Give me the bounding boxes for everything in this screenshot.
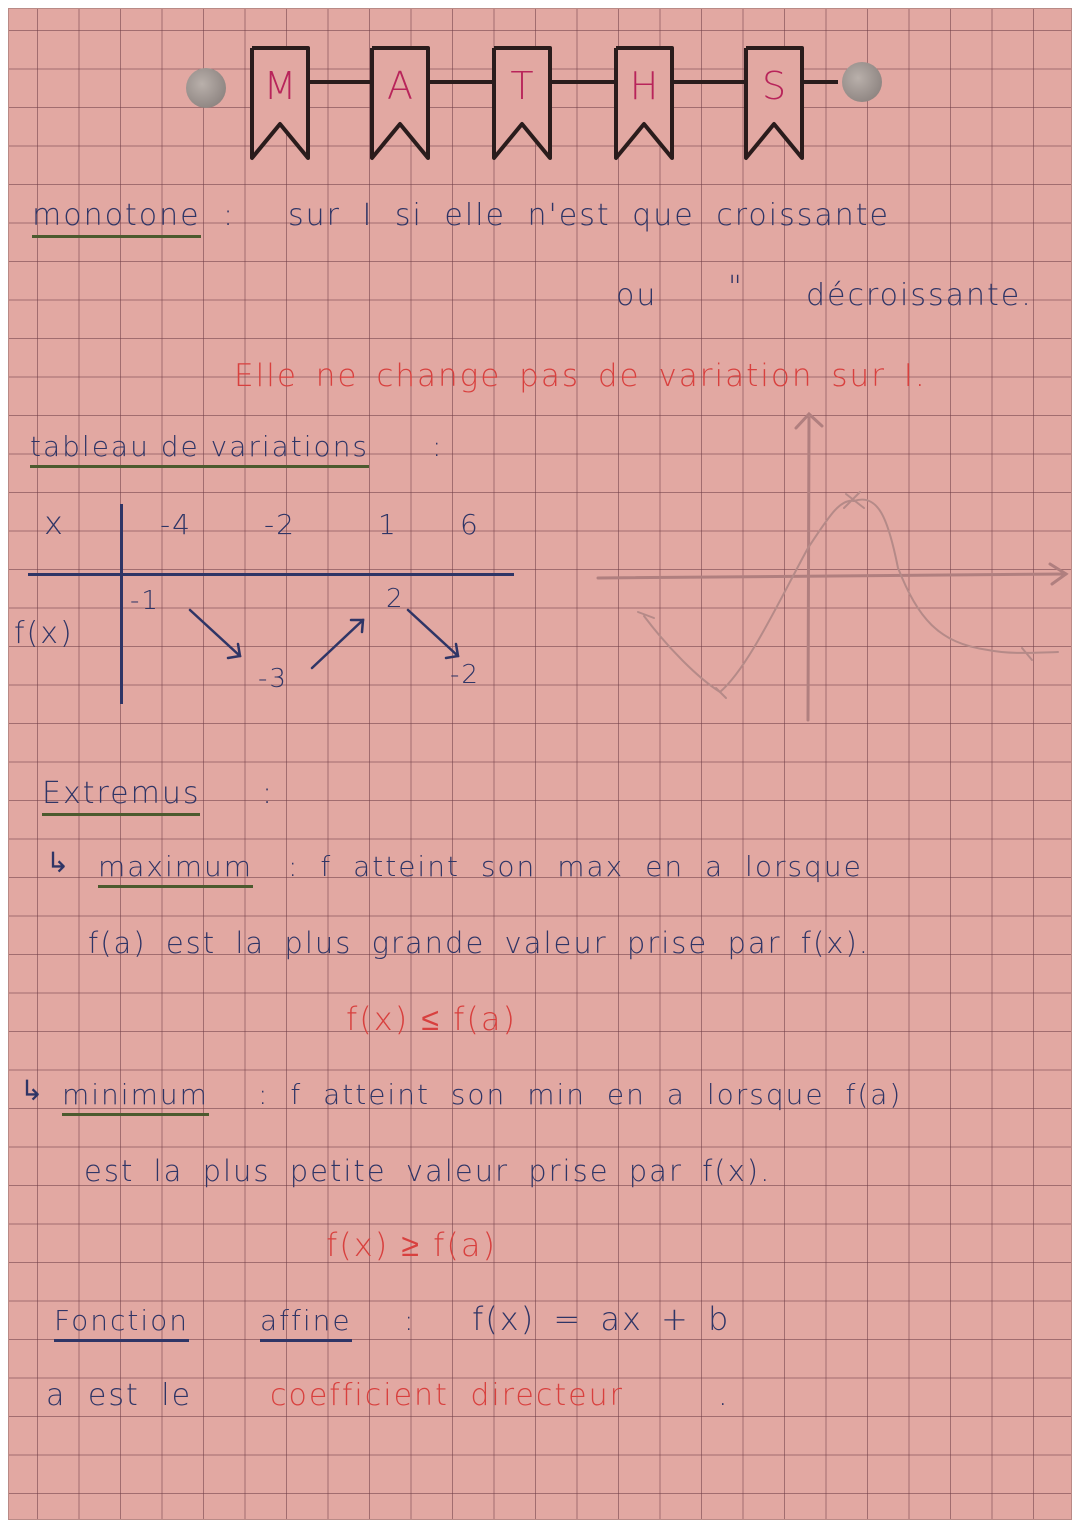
banner-flag-s <box>744 46 804 161</box>
affine-colon: : <box>404 1304 416 1337</box>
variation-arrows <box>8 8 548 728</box>
x-value: 1 <box>378 508 398 541</box>
affine-line2-start: a est le <box>46 1378 193 1413</box>
maximum-formula: f(x) ≤ f(a) <box>346 1000 517 1038</box>
affine-term-affine: affine <box>260 1304 352 1342</box>
maximum-term: maximum <box>98 850 253 888</box>
x-axis <box>598 574 1066 578</box>
f-value-high: -1 <box>130 586 160 616</box>
f-value-low: -2 <box>450 660 480 690</box>
maximum-line1: : f atteint son max en a lorsque <box>288 850 863 883</box>
hook-arrow-icon: ↳ <box>46 846 72 879</box>
monotone-line1: sur I si elle n'est que croissante <box>288 198 890 233</box>
monotone-decroissante: décroissante. <box>806 278 1033 313</box>
minimum-term: minimum <box>62 1078 209 1116</box>
monotone-ou: ou <box>616 278 658 313</box>
affine-formula: f(x) = ax + b <box>472 1300 731 1338</box>
maximum-line2: f(a) est la plus grande valeur prise par f(x). <box>88 926 870 960</box>
banner-letter: A <box>387 64 413 108</box>
ditto-mark: " <box>728 270 744 305</box>
y-axis <box>808 418 809 720</box>
monotone-colon: : <box>223 198 236 233</box>
x-value: 6 <box>460 508 480 541</box>
banner-letter: M <box>263 64 297 108</box>
coefficient-directeur: coefficient directeur <box>270 1378 624 1413</box>
function-curve <box>644 500 1058 692</box>
f-value-high: 2 <box>386 584 405 614</box>
extremums-title: Extremus <box>42 776 200 816</box>
pin-right-icon <box>842 62 882 102</box>
monotone-note: Elle ne change pas de variation sur I. <box>234 358 927 394</box>
monotone-term: monotone <box>32 198 201 238</box>
minimum-line2: est la plus petite valeur prise par f(x). <box>84 1154 772 1188</box>
extremums-colon: : <box>262 776 275 811</box>
minimum-formula: f(x) ≥ f(a) <box>326 1226 497 1264</box>
arrow-up-icon <box>312 620 363 668</box>
affine-term-fonction: Fonction <box>54 1304 189 1342</box>
banner-letter: S <box>761 64 787 108</box>
banner-flag-h <box>614 46 674 161</box>
affine-period: . <box>718 1378 730 1413</box>
variations-title: tableau de variations <box>30 430 369 468</box>
x-value: -4 <box>160 508 192 541</box>
arrow-down-icon <box>190 610 240 656</box>
banner-letter: H <box>629 64 659 108</box>
variations-colon: : <box>432 430 444 463</box>
f-value-low: -3 <box>258 664 288 694</box>
minimum-line1: : f atteint son min en a lorsque f(a) <box>258 1078 903 1111</box>
function-graph-sketch <box>588 398 1078 738</box>
row-label-x: x <box>44 504 65 542</box>
hook-arrow-icon: ↳ <box>20 1074 46 1107</box>
banner-letter: T <box>510 64 534 108</box>
row-label-fx: f(x) <box>14 616 74 651</box>
x-value: -2 <box>264 508 296 541</box>
graph-paper-page <box>8 8 1072 1520</box>
arrow-down-icon <box>408 610 458 656</box>
